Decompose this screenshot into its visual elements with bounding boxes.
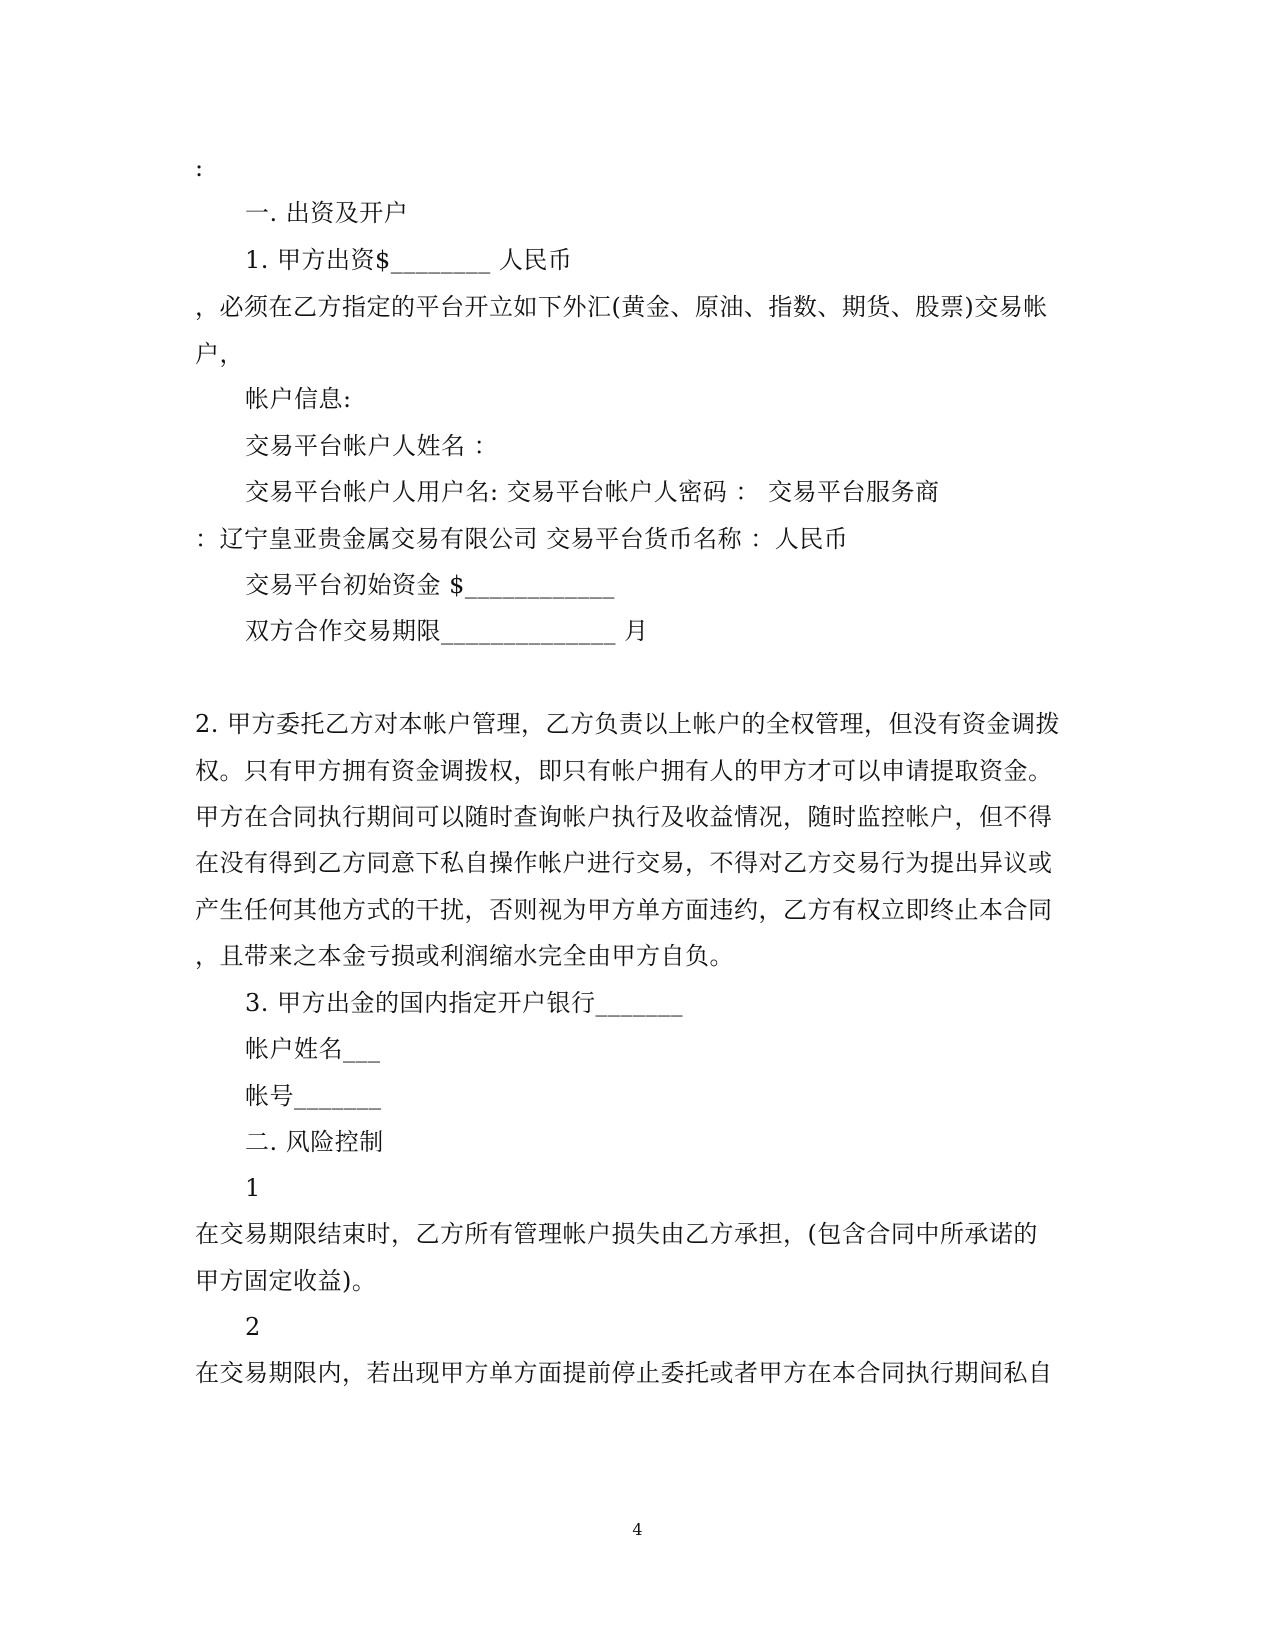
- text-line: 权。只有甲方拥有资金调拨权，即只有帐户拥有人的甲方才可以申请提取资金。: [195, 757, 1053, 785]
- section-heading: 一. 出资及开户: [245, 199, 409, 227]
- text-line: 甲方固定收益)。: [195, 1267, 377, 1295]
- text-line: 交易平台帐户人姓名 ：: [245, 432, 499, 460]
- text-line: 户，: [195, 340, 244, 368]
- text-line: 帐号_______: [245, 1082, 382, 1110]
- section-heading: 二. 风险控制: [245, 1128, 384, 1156]
- text-line: ，必须在乙方指定的平台开立如下外汇(黄金、原油、指数、期货、股票)交易帐: [195, 293, 1048, 321]
- text-line: 3. 甲方出金的国内指定开户银行_______: [245, 989, 684, 1017]
- text-line: 交易平台初始资金 $____________: [245, 571, 615, 599]
- text-line: 在没有得到乙方同意下私自操作帐户进行交易，不得对乙方交易行为提出异议或: [195, 849, 1053, 877]
- text-line: 2. 甲方委托乙方对本帐户管理，乙方负责以上帐户的全权管理，但没有资金调拨: [195, 710, 1061, 738]
- text-line: 1: [245, 1174, 261, 1202]
- text-line: ：辽宁皇亚贵金属交易有限公司 交易平台货币名称 ：人民币: [195, 525, 849, 553]
- text-line: 帐户信息:: [245, 385, 352, 413]
- page-number: 4: [632, 1520, 643, 1539]
- text-line: 在交易期限内，若出现甲方单方面提前停止委托或者甲方在本合同执行期间私自: [195, 1359, 1053, 1387]
- text-line: 在交易期限结束时，乙方所有管理帐户损失由乙方承担，(包含合同中所承诺的: [195, 1220, 1038, 1248]
- text-line: 甲方在合同执行期间可以随时查询帐户执行及收益情况，随时监控帐户，但不得: [195, 803, 1053, 831]
- text-line: ，且带来之本金亏损或利润缩水完全由甲方自负。: [195, 942, 734, 970]
- text-line: 2: [245, 1313, 261, 1341]
- text-line: :: [195, 154, 204, 182]
- text-line: 帐户姓名___: [245, 1035, 381, 1063]
- text-line: 双方合作交易期限______________ 月: [245, 617, 649, 645]
- text-line: 产生任何其他方式的干扰，否则视为甲方单方面违约，乙方有权立即终止本合同: [195, 896, 1053, 924]
- text-line: 交易平台帐户人用户名: 交易平台帐户人密码 ： 交易平台服务商: [245, 478, 940, 506]
- text-line: 1. 甲方出资$________ 人民币: [245, 246, 573, 274]
